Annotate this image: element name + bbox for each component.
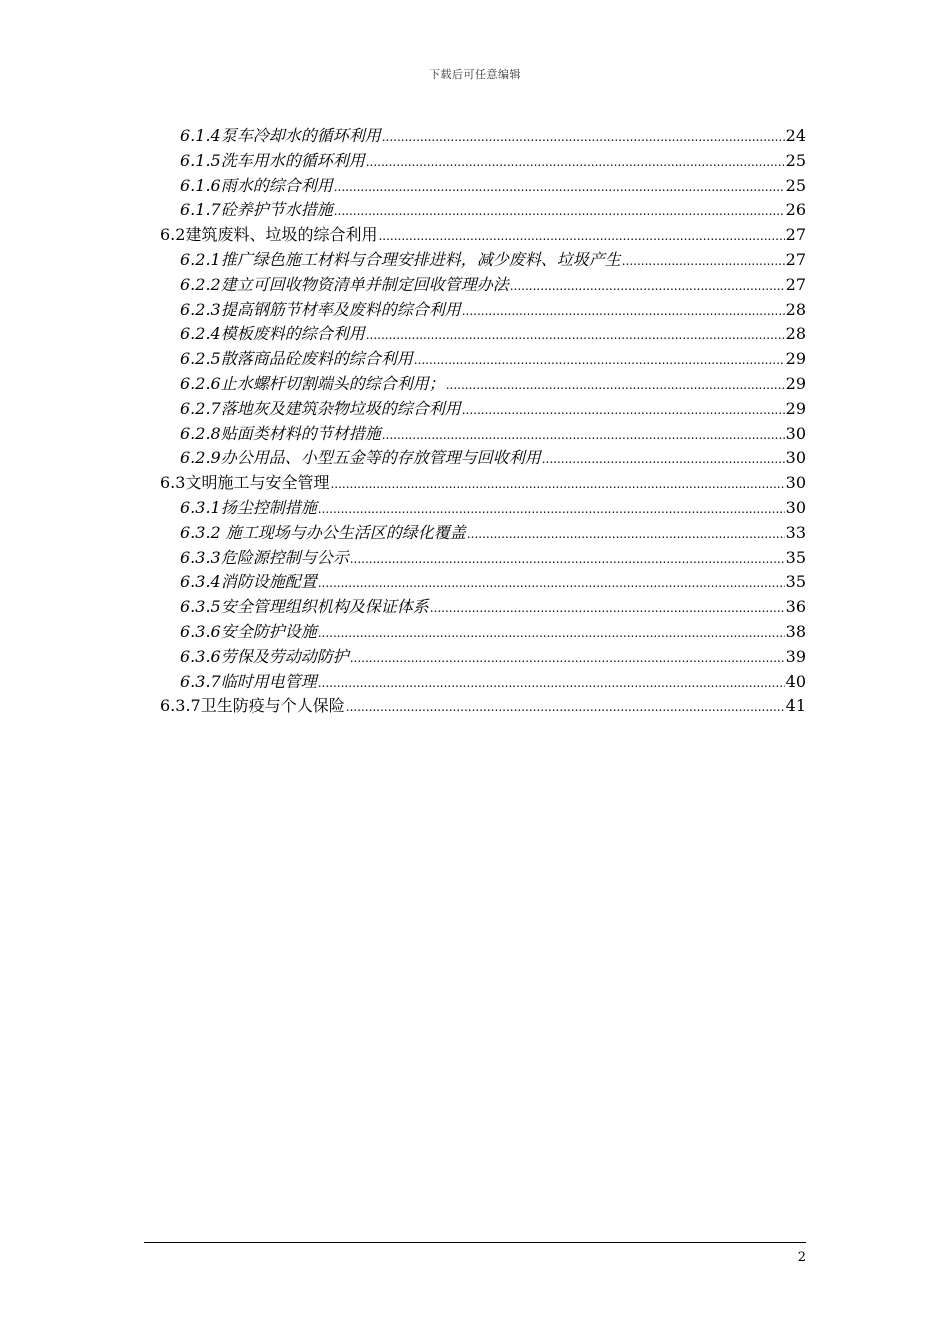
toc-entry-number: 6.2.7 xyxy=(180,398,221,418)
toc-entry-page: 30 xyxy=(785,473,806,493)
toc-entry-page: 27 xyxy=(785,249,806,269)
toc-entry-number: 6.3.2 xyxy=(180,522,221,542)
footer-divider xyxy=(144,1242,806,1243)
toc-dot-leader xyxy=(382,423,785,448)
toc-entry-page: 30 xyxy=(785,497,806,517)
toc-entry-title: 建立可回收物资清单并制定回收管理办法 xyxy=(220,274,509,294)
toc-entry-number: 6.2.3 xyxy=(180,299,221,319)
toc-dot-leader xyxy=(510,274,785,299)
toc-dot-leader xyxy=(318,571,785,596)
toc-entry-title: 落地灰及建筑杂物垃圾的综合利用 xyxy=(220,398,461,418)
toc-entry-page: 26 xyxy=(785,200,806,220)
toc-entry-page: 29 xyxy=(785,349,806,369)
toc-entry-number: 6.1.7 xyxy=(180,200,221,220)
toc-entry-page: 28 xyxy=(785,324,806,344)
toc-entry[interactable] xyxy=(180,248,806,273)
toc-entry[interactable] xyxy=(180,174,806,199)
page-header-note: 下载后可任意编辑 xyxy=(429,68,521,81)
toc-entry[interactable] xyxy=(180,372,806,397)
toc-entry[interactable] xyxy=(180,570,806,595)
toc-entry[interactable] xyxy=(180,273,806,298)
toc-entry-number: 6.3.6 xyxy=(180,621,221,641)
toc-entry-number: 6.3.7 xyxy=(160,696,201,716)
toc-entry-title: 危险源控制与公示 xyxy=(220,547,349,567)
toc-entry[interactable] xyxy=(180,446,806,471)
toc-entry[interactable] xyxy=(180,595,806,620)
toc-entry-page: 29 xyxy=(785,398,806,418)
toc-dot-leader xyxy=(346,695,785,720)
toc-entry-number: 6.3.7 xyxy=(180,671,221,691)
toc-entry-number: 6.1.6 xyxy=(180,175,221,195)
toc-dot-leader xyxy=(467,522,785,547)
toc-entry-page: 27 xyxy=(785,274,806,294)
toc-dot-leader xyxy=(622,249,785,274)
toc-entry-number: 6.1.5 xyxy=(180,150,221,170)
toc-dot-leader xyxy=(350,646,785,671)
toc-entry-page: 35 xyxy=(785,547,806,567)
toc-entry-number: 6.2.1 xyxy=(180,249,221,269)
toc-entry-number: 6.3.5 xyxy=(180,597,221,617)
toc-entry[interactable] xyxy=(160,223,806,248)
toc-dot-leader xyxy=(430,596,785,621)
toc-entry-title: 卫生防疫与个人保险 xyxy=(200,696,345,716)
toc-entry-page: 25 xyxy=(785,175,806,195)
toc-dot-leader xyxy=(334,175,785,200)
toc-dot-leader xyxy=(318,497,785,522)
toc-dot-leader xyxy=(378,224,784,249)
page-number: 2 xyxy=(797,1250,806,1265)
toc-entry-title: 散落商品砼废料的综合利用 xyxy=(220,349,413,369)
toc-entry-page: 41 xyxy=(785,696,806,716)
toc-entry[interactable] xyxy=(180,198,806,223)
toc-dot-leader xyxy=(462,299,785,324)
toc-dot-leader xyxy=(446,373,785,398)
toc-entry-number: 6.2.4 xyxy=(180,324,221,344)
toc-entry-number: 6.1.4 xyxy=(180,126,221,145)
toc-entry-page: 40 xyxy=(785,671,806,691)
toc-entry-title: 砼养护节水措施 xyxy=(220,200,333,220)
toc-entry-title: 文明施工与安全管理 xyxy=(185,473,330,493)
toc-entry-number: 6.2.2 xyxy=(180,274,221,294)
toc-entry-title: 扬尘控制措施 xyxy=(220,497,317,517)
toc-entry-number: 6.2.8 xyxy=(180,423,221,443)
toc-entry-number: 6.3 xyxy=(160,473,186,493)
toc-entry-page: 36 xyxy=(785,597,806,617)
toc-entry-title: 消防设施配置 xyxy=(220,572,317,592)
toc-entry-number: 6.2.9 xyxy=(180,448,221,468)
toc-entry-number: 6.3.3 xyxy=(180,547,221,567)
toc-dot-leader xyxy=(414,348,785,373)
table-of-contents xyxy=(0,124,950,719)
toc-entry-title: 办公用品、小型五金等的存放管理与回收利用 xyxy=(220,448,541,468)
toc-entry-number: 6.3.6 xyxy=(180,646,221,666)
toc-entry[interactable] xyxy=(180,422,806,447)
toc-entry-title: 安全管理组织机构及保证体系 xyxy=(220,597,429,617)
toc-dot-leader xyxy=(382,125,785,150)
toc-dot-leader xyxy=(318,671,785,696)
toc-entry-page: 27 xyxy=(785,225,806,245)
toc-entry-title: 模板废料的综合利用 xyxy=(220,324,365,344)
toc-entry-page: 39 xyxy=(785,646,806,666)
toc-entry-number: 6.3.1 xyxy=(180,497,221,517)
toc-dot-leader xyxy=(330,472,784,497)
toc-entry-page: 28 xyxy=(785,299,806,319)
toc-entry[interactable] xyxy=(180,298,806,323)
toc-entry[interactable] xyxy=(160,694,806,719)
toc-entry-title: 临时用电管理 xyxy=(220,671,317,691)
toc-entry-number: 6.2.5 xyxy=(180,349,221,369)
toc-entry[interactable] xyxy=(180,397,806,422)
toc-entry[interactable] xyxy=(180,124,806,149)
toc-dot-leader xyxy=(334,199,785,224)
toc-entry-title: 泵车冷却水的循环利用 xyxy=(220,126,381,145)
toc-entry[interactable] xyxy=(180,645,806,670)
toc-entry-title: 贴面类材料的节材措施 xyxy=(220,423,381,443)
toc-entry-title: 雨水的综合利用 xyxy=(220,175,333,195)
toc-entry-page: 38 xyxy=(785,621,806,641)
toc-dot-leader xyxy=(318,621,785,646)
toc-entry-title: 止水螺杆切割端头的综合利用； xyxy=(220,373,445,393)
toc-entry[interactable] xyxy=(180,670,806,695)
toc-entry-page: 30 xyxy=(785,448,806,468)
toc-entry[interactable] xyxy=(180,546,806,571)
toc-entry[interactable] xyxy=(180,149,806,174)
toc-dot-leader xyxy=(350,547,785,572)
toc-entry-page: 29 xyxy=(785,373,806,393)
toc-entry-page: 33 xyxy=(785,522,806,542)
toc-entry-page: 24 xyxy=(785,126,806,145)
toc-entry-title: 建筑废料、垃圾的综合利用 xyxy=(185,225,378,245)
toc-entry[interactable] xyxy=(180,347,806,372)
toc-entry[interactable] xyxy=(160,471,806,496)
toc-entry-title: 洗车用水的循环利用 xyxy=(220,150,365,170)
toc-dot-leader xyxy=(366,323,785,348)
toc-entry-title: 劳保及劳动动防护 xyxy=(220,646,349,666)
toc-entry-page: 35 xyxy=(785,572,806,592)
toc-dot-leader xyxy=(462,398,785,423)
toc-dot-leader xyxy=(542,447,785,472)
toc-entry-number: 6.3.4 xyxy=(180,572,221,592)
toc-entry[interactable] xyxy=(180,521,806,546)
toc-dot-leader xyxy=(366,150,785,175)
toc-entry-number: 6.2.6 xyxy=(180,373,221,393)
toc-entry[interactable] xyxy=(180,620,806,645)
toc-entry-page: 30 xyxy=(785,423,806,443)
toc-entry[interactable] xyxy=(180,322,806,347)
toc-entry-page: 25 xyxy=(785,150,806,170)
toc-entry-title: 施工现场与办公生活区的绿化覆盖 xyxy=(220,522,466,542)
toc-entry-title: 安全防护设施 xyxy=(220,621,317,641)
toc-entry-title: 推广绿色施工材料与合理安排进料，减少废料、垃圾产生 xyxy=(220,249,621,269)
toc-entry[interactable] xyxy=(180,496,806,521)
toc-entry-title: 提高钢筋节材率及废料的综合利用 xyxy=(220,299,461,319)
toc-entry-number: 6.2 xyxy=(160,225,186,245)
